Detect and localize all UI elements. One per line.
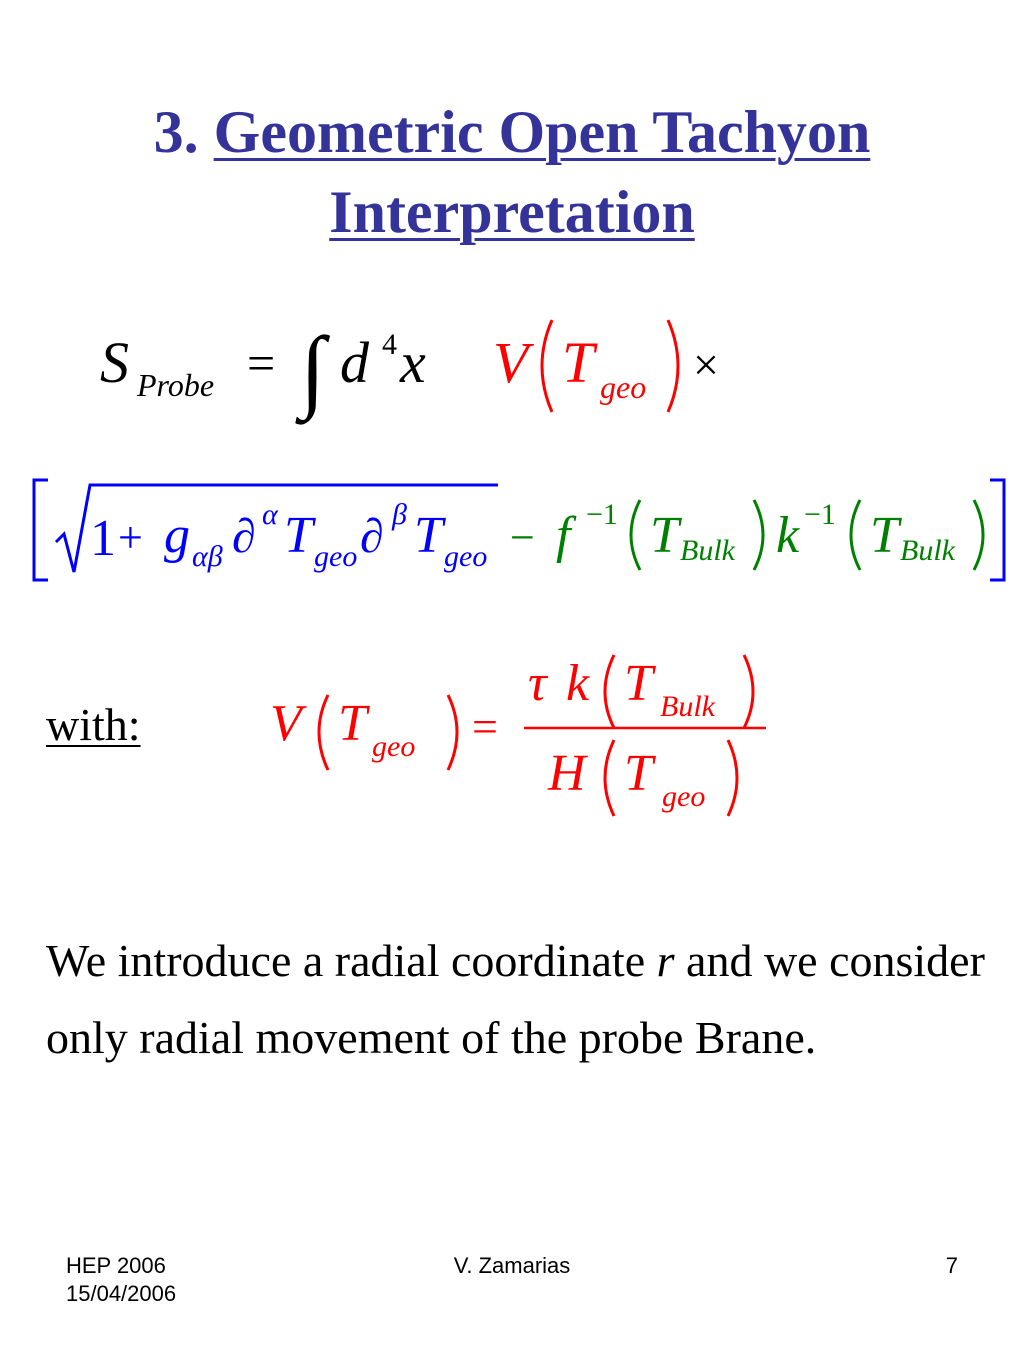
number-one: 1 bbox=[90, 510, 116, 567]
title-text-2: Interpretation bbox=[329, 179, 695, 245]
function-k-numerator: k bbox=[566, 655, 590, 712]
footer-date: 15/04/2006 bbox=[66, 1281, 177, 1306]
differential-d: d bbox=[340, 330, 369, 395]
geo-subscript: geo bbox=[600, 369, 647, 405]
title-number: 3. bbox=[153, 99, 199, 165]
tachyon-T-lhs: T bbox=[338, 695, 367, 752]
partial-alpha: ∂ bbox=[232, 510, 256, 563]
equals-sign-eq3: = bbox=[472, 701, 498, 752]
dimension-exponent: 4 bbox=[382, 328, 397, 361]
numerator-left-paren bbox=[605, 655, 614, 728]
title-text-1: Geometric Open Tachyon bbox=[213, 99, 871, 165]
numerator-right-paren bbox=[744, 655, 753, 728]
tachyon-T-denominator: T bbox=[624, 745, 653, 802]
action-subscript: Probe bbox=[137, 367, 215, 403]
geo-subscript-first: geo bbox=[314, 540, 358, 573]
denominator-left-paren bbox=[605, 740, 614, 816]
function-k: k bbox=[776, 507, 800, 564]
bulk-subscript-first: Bulk bbox=[680, 534, 735, 567]
metric-indices: αβ bbox=[192, 540, 223, 573]
tachyon-T-second: T bbox=[414, 507, 443, 564]
bulk-T-first: T bbox=[650, 507, 679, 564]
partial-beta: ∂ bbox=[360, 510, 384, 563]
times-sign: × bbox=[693, 339, 719, 390]
tachyon-T-first: T bbox=[284, 507, 313, 564]
equals-sign: = bbox=[247, 335, 276, 391]
coordinate-x: x bbox=[400, 330, 426, 395]
body-paragraph bbox=[46, 922, 986, 1076]
with-label: with: bbox=[46, 699, 141, 750]
bulk-subscript-second: Bulk bbox=[900, 534, 955, 567]
integral-sign: ∫ bbox=[300, 318, 326, 420]
lhs-right-paren bbox=[448, 695, 457, 770]
beta-superscript: β bbox=[392, 498, 407, 531]
bulk-subscript-numerator: Bulk bbox=[660, 690, 715, 723]
bulk-T-second: T bbox=[870, 507, 899, 564]
potential-V-lhs: V bbox=[270, 695, 302, 752]
denominator-right-paren bbox=[728, 740, 737, 816]
metric-g: g bbox=[164, 507, 190, 564]
action-symbol: S bbox=[100, 330, 129, 395]
alpha-superscript: α bbox=[262, 498, 278, 531]
body-text-part-1: We introduce a radial coordinate bbox=[46, 935, 657, 986]
f-inverse-exponent: −1 bbox=[586, 498, 618, 531]
k-inverse-exponent: −1 bbox=[804, 498, 836, 531]
tachyon-T: T bbox=[562, 330, 595, 395]
plus-sign: + bbox=[118, 513, 143, 562]
geo-subscript-denominator: geo bbox=[662, 780, 706, 813]
radial-variable: r bbox=[656, 935, 675, 986]
geo-subscript-second: geo bbox=[444, 540, 488, 573]
function-f: f bbox=[556, 507, 571, 564]
footer-author: V. Zamarias bbox=[453, 1253, 571, 1278]
function-H: H bbox=[548, 745, 586, 802]
footer-page-number: 7 bbox=[945, 1253, 958, 1278]
minus-sign: − bbox=[510, 513, 535, 562]
geo-subscript-lhs: geo bbox=[372, 730, 416, 763]
footer-event: HEP 2006 bbox=[66, 1253, 166, 1278]
lhs-left-paren bbox=[319, 695, 328, 770]
tau-symbol: τ bbox=[528, 655, 547, 712]
potential-V: V bbox=[493, 330, 529, 395]
bulk-T-numerator: T bbox=[624, 655, 653, 712]
body-text-part-2: and we consider only radial movement of the probe Brane. bbox=[46, 935, 985, 1063]
